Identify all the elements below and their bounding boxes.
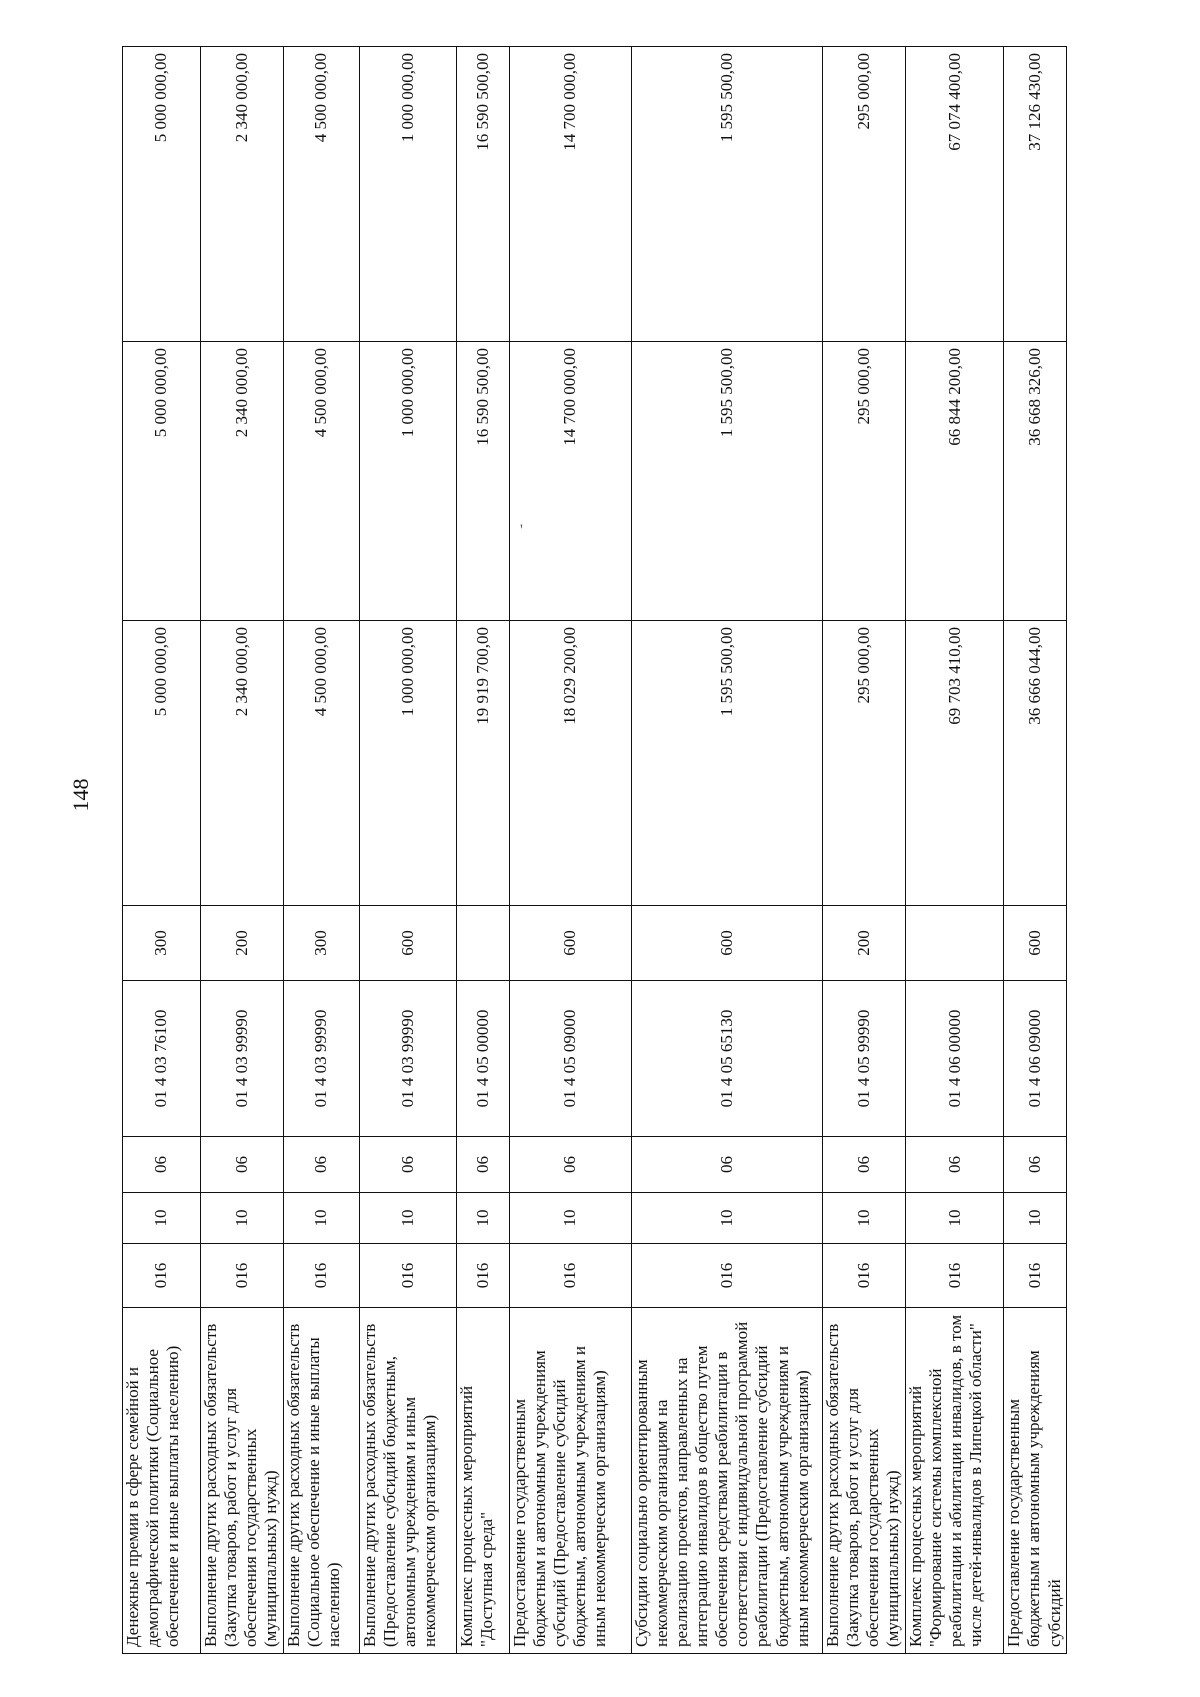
admin-code: 016 [1004,1244,1067,1308]
amount-year-2: 2 340 000,00 [200,342,283,621]
target-article: 01 4 05 99990 [823,981,906,1137]
amount-year-3: 4 500 000,00 [283,47,360,342]
page-number: 148 [68,778,93,812]
amount-year-2: 14 700 000,00 [509,342,632,621]
amount-year-2: 5 000 000,00 [123,342,201,621]
amount-year-1: 295 000,00 [823,621,906,906]
amount-year-3: 1 595 500,00 [632,47,823,342]
amount-year-1: 69 703 410,00 [906,621,1004,906]
admin-code: 016 [632,1244,823,1308]
amount-year-1: 4 500 000,00 [283,621,360,906]
amount-year-1: 18 029 200,00 [509,621,632,906]
admin-code: 016 [283,1244,360,1308]
subsection-code: 06 [509,1137,632,1193]
row-description: Предоставление государственным бюджетным и автономным учреждениям субсидий [1004,1308,1067,1654]
target-article: 01 4 03 99990 [200,981,283,1137]
amount-year-1: 2 340 000,00 [200,621,283,906]
amount-year-2: 4 500 000,00 [283,342,360,621]
amount-year-1: 19 919 700,00 [457,621,509,906]
amount-year-2: 36 668 326,00 [1004,342,1067,621]
amount-year-3: 14 700 000,00 [509,47,632,342]
expense-type: 600 [509,906,632,981]
amount-year-2: 66 844 200,00 [906,342,1004,621]
table-row [509,47,632,1654]
section-code: 10 [457,1193,509,1244]
admin-code: 016 [360,1244,457,1308]
row-description: Комплекс процессных мероприятий "Доступная среда" [457,1308,509,1654]
amount-year-1: 1 595 500,00 [632,621,823,906]
section-code: 10 [632,1193,823,1244]
expense-type [906,906,1004,981]
section-code: 10 [360,1193,457,1244]
table-row [123,47,201,1654]
expense-type [457,906,509,981]
row-description: Выполнение других расходных обязательств (Социальное обеспечение и иные выплаты населению) [283,1308,360,1654]
table-row [360,47,457,1654]
row-description: Выполнение других расходных обязательств (Закупка товаров, работ и услуг для обеспечения государственных (муниципальных) нужд) [823,1308,906,1654]
amount-year-2: 16 590 500,00 [457,342,509,621]
table-row [283,47,360,1654]
subsection-code: 06 [823,1137,906,1193]
expense-type: 600 [1004,906,1067,981]
admin-code: 016 [457,1244,509,1308]
amount-year-3: 2 340 000,00 [200,47,283,342]
table-row [823,47,906,1654]
section-code: 10 [283,1193,360,1244]
subsection-code: 06 [283,1137,360,1193]
amount-year-1: 5 000 000,00 [123,621,201,906]
subsection-code: 06 [123,1137,201,1193]
table-row [1004,47,1067,1654]
amount-year-3: 67 074 400,00 [906,47,1004,342]
amount-year-2: 1 000 000,00 [360,342,457,621]
row-description: Предоставление государственным бюджетным и автономным учреждениям субсидий (Предоставление субсидий бюджетным, автономным учреждениям и иным некоммерческим организациям) [509,1308,632,1654]
table-row [457,47,509,1654]
target-article: 01 4 03 76100 [123,981,201,1137]
target-article: 01 4 06 09000 [1004,981,1067,1137]
expense-type: 300 [123,906,201,981]
target-article: 01 4 05 65130 [632,981,823,1137]
admin-code: 016 [509,1244,632,1308]
subsection-code: 06 [1004,1137,1067,1193]
table-row [200,47,283,1654]
section-code: 10 [200,1193,283,1244]
subsection-code: 06 [906,1137,1004,1193]
row-description: Выполнение других расходных обязательств (Закупка товаров, работ и услуг для обеспечения государственных (муниципальных) нужд) [200,1308,283,1654]
amount-year-3: 16 590 500,00 [457,47,509,342]
expense-type: 600 [360,906,457,981]
admin-code: 016 [906,1244,1004,1308]
expense-type: 200 [200,906,283,981]
subsection-code: 06 [457,1137,509,1193]
target-article: 01 4 03 99990 [283,981,360,1137]
row-description: Денежные премии в сфере семейной и демографической политики (Социальное обеспечение и иные выплаты населению) [123,1308,201,1654]
target-article: 01 4 05 00000 [457,981,509,1137]
amount-year-3: 1 000 000,00 [360,47,457,342]
amount-year-2: 1 595 500,00 [632,342,823,621]
section-code: 10 [123,1193,201,1244]
section-code: 10 [1004,1193,1067,1244]
expense-type: 300 [283,906,360,981]
amount-year-1: 36 666 044,00 [1004,621,1067,906]
amount-year-3: 295 000,00 [823,47,906,342]
expense-type: 200 [823,906,906,981]
amount-year-1: 1 000 000,00 [360,621,457,906]
scan-mark: ' [520,522,523,539]
section-code: 10 [823,1193,906,1244]
amount-year-2: 295 000,00 [823,342,906,621]
budget-table [122,46,1067,1654]
target-article: 01 4 06 00000 [906,981,1004,1137]
admin-code: 016 [123,1244,201,1308]
expense-type: 600 [632,906,823,981]
row-description: Выполнение других расходных обязательств (Предоставление субсидий бюджетным, автономным учреждениям и иным некоммерческим организациям) [360,1308,457,1654]
row-description: Комплекс процессных мероприятий "Формирование системы комплексной реабилитации и абилитации инвалидов, в том числе детей-инвалидов в Липецкой области" [906,1308,1004,1654]
table-row [632,47,823,1654]
section-code: 10 [906,1193,1004,1244]
subsection-code: 06 [200,1137,283,1193]
amount-year-3: 37 126 430,00 [1004,47,1067,342]
amount-year-3: 5 000 000,00 [123,47,201,342]
table-body [123,47,1067,1654]
section-code: 10 [509,1193,632,1244]
subsection-code: 06 [632,1137,823,1193]
subsection-code: 06 [360,1137,457,1193]
target-article: 01 4 05 09000 [509,981,632,1137]
row-description: Субсидии социально ориентированным некоммерческим организациям на реализацию проектов, направленных на интеграцию инвалидов в общество путем обеспечения средствами реабилитации в соответствии с индивидуальной программой реабилитации (Предоставление субсидий бюджетным, автономным учреждениям и иным некоммерческим организациям) [632,1308,823,1654]
admin-code: 016 [823,1244,906,1308]
table-row [906,47,1004,1654]
rotated-table-container [122,47,1067,1654]
admin-code: 016 [200,1244,283,1308]
target-article: 01 4 03 99990 [360,981,457,1137]
